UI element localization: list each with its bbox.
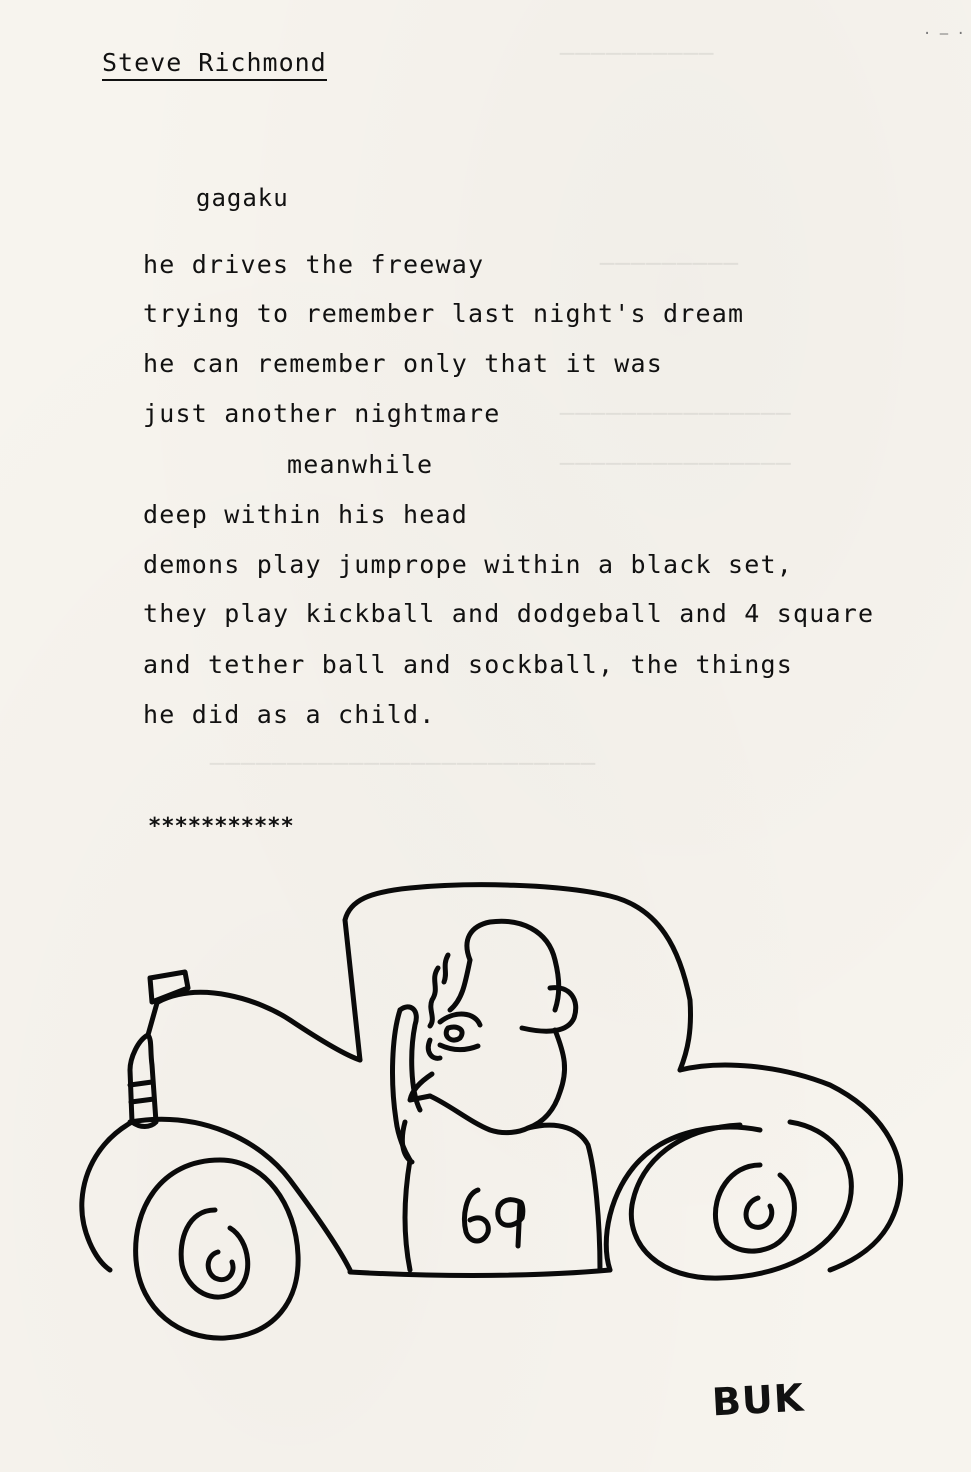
show-through-text: ────────── <box>560 40 715 68</box>
poem-line: meanwhile <box>287 450 434 479</box>
separator-asterisks: *********** <box>148 814 294 839</box>
poem-line: just another nightmare <box>143 399 501 428</box>
show-through-text: ─────────────── <box>560 450 792 478</box>
poem-line: he can remember only that it was <box>143 349 664 378</box>
poem-line: they play kickball and dodgeball and 4 square <box>143 599 875 628</box>
poem-line: deep within his head <box>143 500 469 529</box>
corner-marks: · – · <box>922 26 965 42</box>
car-number <box>465 1190 523 1246</box>
poem-line: he drives the freeway <box>143 250 485 279</box>
rear-wheel <box>631 1122 851 1278</box>
front-wheel <box>136 1160 298 1338</box>
poem-line: demons play jumprope within a black set, <box>143 550 794 579</box>
show-through-text: ───────── <box>600 250 740 278</box>
show-through-text: ─────────────── <box>560 400 792 428</box>
car-body <box>82 885 901 1276</box>
poem-line: he did as a child. <box>143 700 436 729</box>
poem-title: gagaku <box>196 184 289 212</box>
artist-signature: BUK <box>710 1375 806 1425</box>
poem-line: and tether ball and sockball, the things <box>143 650 794 679</box>
car-drawing <box>0 860 971 1472</box>
author-name: Steve Richmond <box>102 48 327 77</box>
show-through-text: ───────────────────────── <box>210 750 597 778</box>
poem-line: trying to remember last night's dream <box>143 299 745 328</box>
